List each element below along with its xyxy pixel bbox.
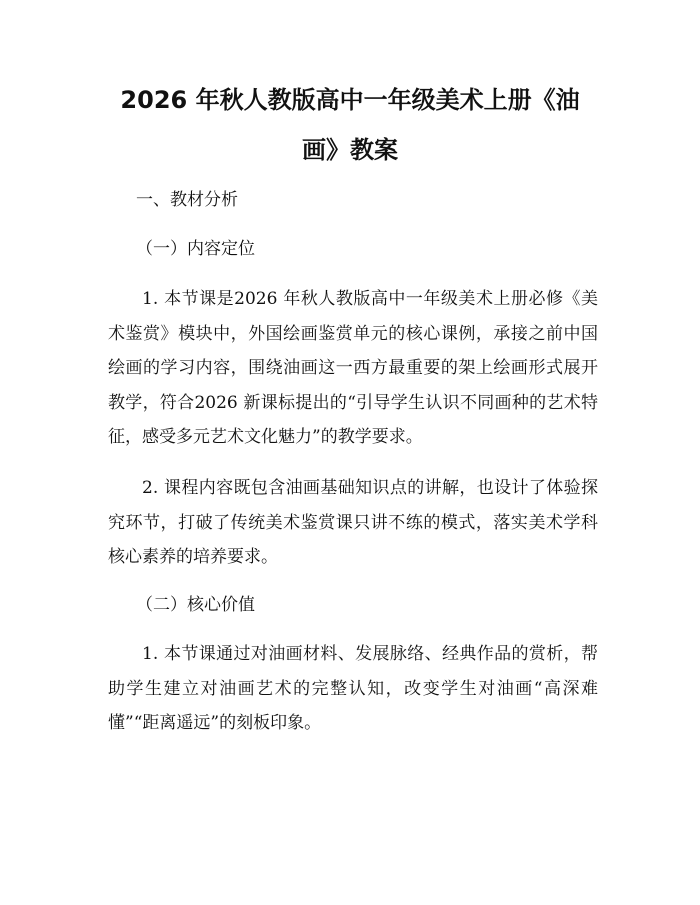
document-title-line2: 画》教案 — [302, 136, 398, 164]
paragraph-content-positioning-1: 1. 本节课是2026 年秋人教版高中一年级美术上册必修《美术鉴赏》模块中，外国绘画鉴赏单元的核心课例，承接之前中国绘画的学习内容，围绕油画这一西方最重要的架上绘画形式展开教学，符合2026 新课标提出的“引导学生认识不同画种的艺术特征，感受多元艺术文化魅力”的教学要求。 — [108, 289, 598, 447]
section-heading-textbook-analysis: 一、教材分析 — [136, 190, 238, 210]
document-title-line1: 2026 年秋人教版高中一年级美术上册《油 — [120, 86, 580, 114]
subsection-heading-content-positioning: （一）内容定位 — [136, 239, 255, 259]
paragraph-core-value-1: 1. 本节课通过对油画材料、发展脉络、经典作品的赏析，帮助学生建立对油画艺术的完整认知，改变学生对油画“高深难懂”“距离遥远”的刻板印象。 — [108, 644, 598, 733]
paragraph-content-positioning-2: 2. 课程内容既包含油画基础知识点的讲解，也设计了体验探究环节，打破了传统美术鉴赏课只讲不练的模式，落实美术学科核心素养的培养要求。 — [108, 478, 598, 567]
subsection-heading-core-value: （二）核心价值 — [136, 595, 255, 615]
